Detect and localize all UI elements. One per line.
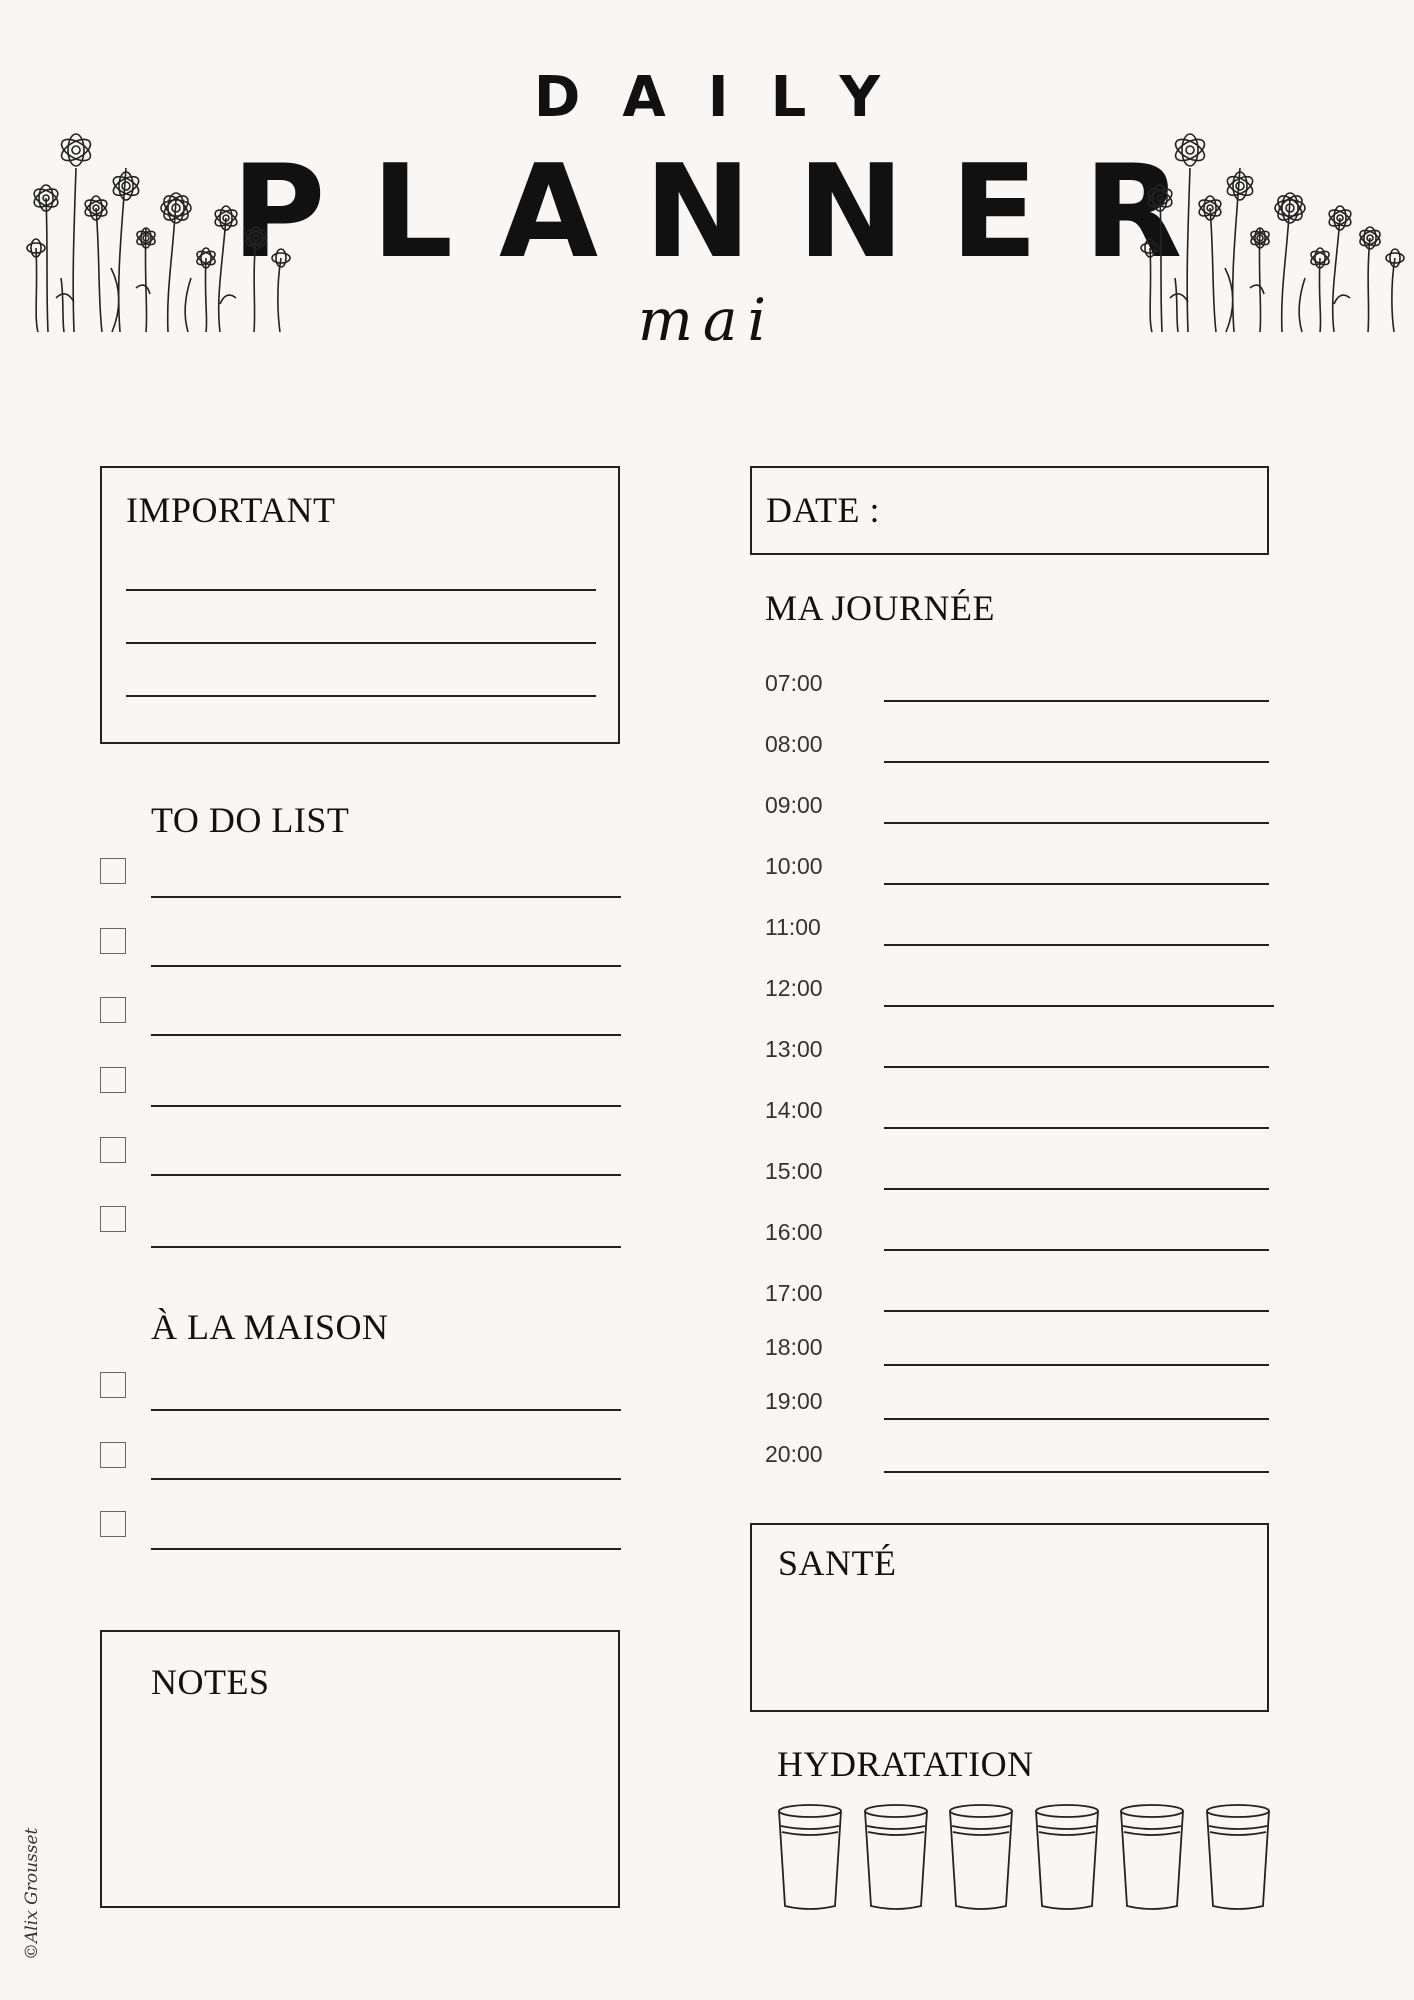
flower-stems (1150, 168, 1395, 332)
todo-line[interactable] (151, 1246, 621, 1248)
important-line[interactable] (126, 695, 596, 697)
todo-line[interactable] (151, 1034, 621, 1036)
todo-line[interactable] (151, 965, 621, 967)
schedule-time: 13:00 (765, 1036, 823, 1062)
credit-signature: ©Alix Grousset (22, 1827, 42, 1960)
home-checkbox[interactable] (100, 1511, 126, 1537)
home-line[interactable] (151, 1548, 621, 1550)
flower-heads (1141, 134, 1404, 268)
schedule-line[interactable] (884, 822, 1269, 824)
schedule-line[interactable] (884, 700, 1269, 702)
home-line[interactable] (151, 1409, 621, 1411)
todo-checkbox[interactable] (100, 997, 126, 1023)
home-heading: À LA MAISON (151, 1307, 389, 1347)
schedule-line[interactable] (884, 1364, 1269, 1366)
schedule-line[interactable] (884, 1127, 1269, 1129)
schedule-time: 15:00 (765, 1158, 823, 1184)
date-label: DATE : (766, 490, 880, 530)
schedule-line[interactable] (884, 1471, 1269, 1473)
flower-heads (27, 134, 290, 268)
schedule-time: 10:00 (765, 853, 823, 879)
schedule-line[interactable] (884, 761, 1269, 763)
title-daily: DAILY (533, 65, 923, 130)
schedule-line[interactable] (884, 944, 1269, 946)
home-line[interactable] (151, 1478, 621, 1480)
todo-line[interactable] (151, 1174, 621, 1176)
health-box[interactable] (750, 1523, 1269, 1712)
notes-box[interactable] (100, 1630, 620, 1908)
important-heading: IMPORTANT (126, 490, 336, 530)
schedule-heading: MA JOURNÉE (765, 588, 996, 628)
schedule-time: 12:00 (765, 975, 823, 1001)
water-glass-icon[interactable] (776, 1802, 844, 1914)
water-glass-icon[interactable] (1033, 1802, 1101, 1914)
home-checkbox[interactable] (100, 1372, 126, 1398)
schedule-line[interactable] (884, 1188, 1269, 1190)
schedule-time: 07:00 (765, 670, 823, 696)
schedule-line[interactable] (884, 1066, 1269, 1068)
schedule-time: 16:00 (765, 1219, 823, 1245)
todo-checkbox[interactable] (100, 1206, 126, 1232)
wildflowers-right-icon (1130, 128, 1412, 334)
schedule-line[interactable] (884, 1005, 1274, 1007)
important-line[interactable] (126, 642, 596, 644)
todo-checkbox[interactable] (100, 928, 126, 954)
flower-stems (36, 168, 281, 332)
schedule-time: 18:00 (765, 1334, 823, 1360)
schedule-time: 17:00 (765, 1280, 823, 1306)
schedule-line[interactable] (884, 883, 1269, 885)
important-line[interactable] (126, 589, 596, 591)
schedule-time: 20:00 (765, 1441, 823, 1467)
home-checkbox[interactable] (100, 1442, 126, 1468)
water-glass-icon[interactable] (862, 1802, 930, 1914)
water-glass-icon[interactable] (1204, 1802, 1272, 1914)
water-glass-icon[interactable] (947, 1802, 1015, 1914)
todo-checkbox[interactable] (100, 1067, 126, 1093)
water-glass-icon[interactable] (1118, 1802, 1186, 1914)
schedule-line[interactable] (884, 1418, 1269, 1420)
todo-checkbox[interactable] (100, 1137, 126, 1163)
month-label: mai (637, 286, 777, 354)
schedule-time: 11:00 (765, 914, 821, 940)
schedule-line[interactable] (884, 1310, 1269, 1312)
schedule-time: 09:00 (765, 792, 823, 818)
wildflowers-left-icon (16, 128, 298, 334)
todo-line[interactable] (151, 1105, 621, 1107)
todo-checkbox[interactable] (100, 858, 126, 884)
health-heading: SANTÉ (778, 1543, 897, 1583)
date-box[interactable] (750, 466, 1269, 555)
important-box (100, 466, 620, 744)
schedule-time: 14:00 (765, 1097, 823, 1123)
notes-heading: NOTES (151, 1662, 270, 1702)
todo-line[interactable] (151, 896, 621, 898)
schedule-line[interactable] (884, 1249, 1269, 1251)
schedule-time: 08:00 (765, 731, 823, 757)
hydration-heading: HYDRATATION (777, 1744, 1034, 1784)
title-planner: PLANNER (231, 138, 1229, 287)
todo-heading: TO DO LIST (151, 800, 350, 840)
schedule-time: 19:00 (765, 1388, 823, 1414)
